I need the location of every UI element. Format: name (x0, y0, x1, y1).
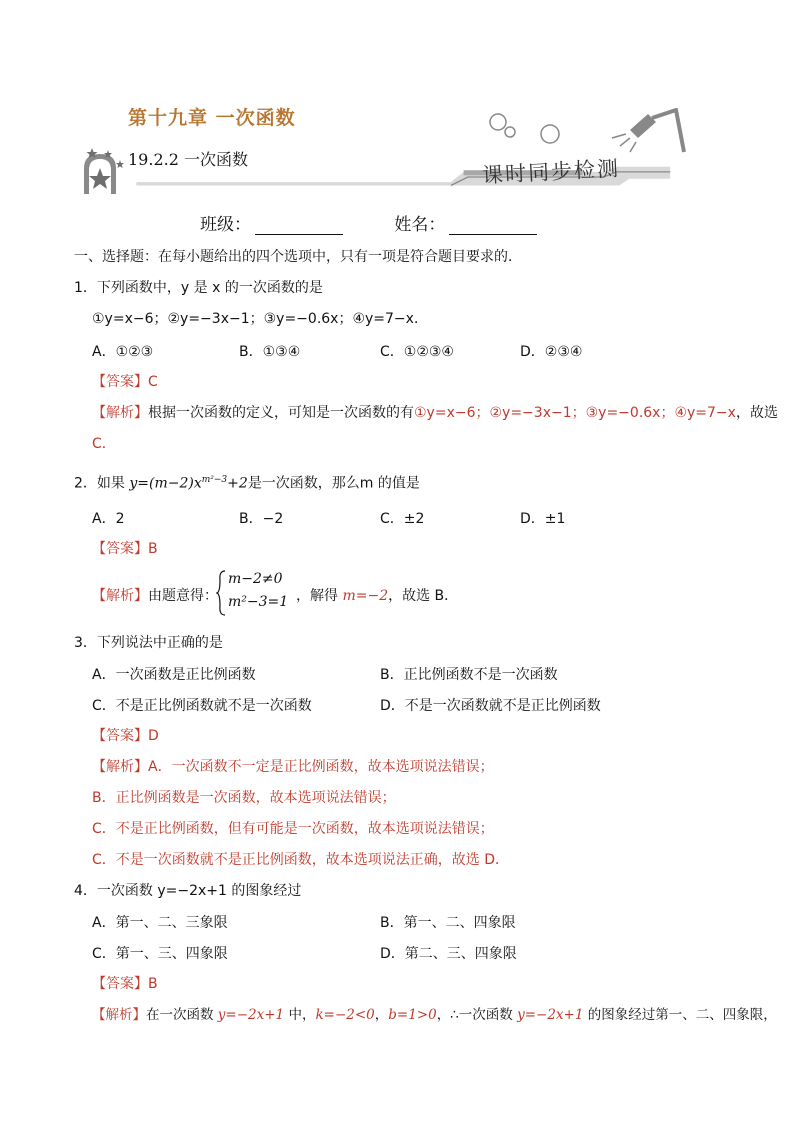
analysis-label: 【解析】 (92, 405, 148, 421)
question-1-stem: 1．下列函数中，y 是 x 的一次函数的是 (74, 280, 323, 296)
question-1-option-a: A．①②③ (92, 344, 154, 360)
section-instructions: 一、选择题：在每小题给出的四个选项中，只有一项是符合题目要求的． (74, 249, 522, 265)
question-2-option-b: B．−2 (239, 511, 284, 527)
question-4-option-a: A．第一、二、三象限 (92, 915, 228, 931)
analysis-text-2: ，故选 (735, 405, 778, 421)
equation-1: m−2≠0 (228, 571, 283, 587)
question-3-analysis-line-3: C．不是正比例函数，但有可能是一次函数，故本选项说法错误； (92, 821, 494, 837)
answer-value: D (148, 728, 159, 744)
question-3-analysis-line-2: B．正比例函数是一次函数，故本选项说法错误； (92, 790, 396, 806)
analysis-post: ，故选 B． (388, 588, 459, 604)
question-4-analysis (92, 1005, 777, 1025)
section-title: 19.2.2 一次函数 (128, 150, 248, 169)
analysis-choice: C． (92, 436, 116, 452)
analysis-text: ， (374, 1007, 389, 1023)
banner-label: 课时同步检测 (481, 156, 621, 188)
question-1-option-c: C．①②③④ (380, 344, 454, 360)
star-badge-icon (80, 148, 130, 196)
question-4-stem: 4．一次函数 y=−2x+1 的图象经过 (74, 883, 302, 899)
answer-label: 【答案】 (92, 541, 148, 557)
class-label: 班级： (200, 215, 251, 235)
analysis-formula: y=−2x+1 (517, 1007, 584, 1023)
answer-value: C (148, 374, 158, 390)
q2-formula-tail: +2 (227, 475, 248, 492)
question-1-items: ①y=x−6；②y=−3x−1；③y=−0.6x；④y=7−x． (92, 311, 428, 327)
chapter-title: 第十九章 一次函数 (128, 107, 296, 129)
question-3-analysis-line-4: C．不是一次函数就不是正比例函数，故本选项说法正确，故选 D． (92, 852, 510, 868)
question-3-analysis-line-1 (92, 757, 752, 777)
question-3-option-d: D．不是一次函数就不是正比例函数 (380, 698, 601, 714)
question-3-option-c: C．不是正比例函数就不是一次函数 (92, 698, 312, 714)
equation-2: m²−3=1 (228, 594, 289, 610)
analysis-b: b=1>0 (388, 1007, 437, 1023)
question-2-stem (74, 470, 734, 494)
q2-stem-post: 是一次函数，那么m 的值是 (247, 475, 420, 492)
question-2-answer (92, 539, 752, 559)
question-4-option-c: C．第一、三、四象限 (92, 946, 228, 962)
analysis-mid: ，解得 (296, 588, 343, 604)
analysis-text: 的图象经过第一、二、四象限， (583, 1007, 777, 1023)
question-1-answer (92, 372, 752, 392)
question-1-option-d: D．②③④ (520, 344, 583, 360)
question-4-option-b: B．第一、二、四象限 (380, 915, 516, 931)
q2-exponent: m²−3 (201, 475, 228, 485)
analysis-text: ，∴一次函数 (436, 1007, 518, 1023)
q2-formula: y=(m−2)x (129, 475, 202, 492)
analysis-formula: y=−2x+1 (217, 1007, 285, 1023)
analysis-label: 【解析】 (92, 588, 148, 604)
analysis-text: 中， (284, 1007, 316, 1023)
analysis-label: 【解析】 (92, 1007, 146, 1023)
analysis-text: 由题意得： (148, 588, 218, 604)
question-1-analysis (92, 403, 778, 423)
question-4-option-d: D．第二、三、四象限 (380, 946, 517, 962)
name-label: 姓名： (394, 215, 446, 235)
question-2-option-a: A．2 (92, 511, 125, 527)
answer-value: B (148, 976, 158, 992)
analysis-formulas: ①y=x−6；②y=−3x−1；③y=−0.6x；④y=7−x (414, 405, 736, 421)
question-3-answer (92, 726, 752, 746)
question-3-stem: 3．下列说法中正确的是 (74, 635, 223, 651)
answer-label: 【答案】 (92, 976, 148, 992)
q2-stem-pre: 2．如果 (74, 475, 125, 492)
equation-system (216, 570, 296, 616)
question-2-option-c: C．±2 (380, 511, 425, 527)
question-1-option-b: B．①③④ (239, 344, 301, 360)
question-1-analysis-cont (92, 434, 752, 454)
student-info-row (200, 210, 537, 235)
analysis-text: 在一次函数 (146, 1007, 218, 1023)
analysis-label: 【解析】 (92, 759, 148, 775)
answer-label: 【答案】 (92, 374, 148, 390)
question-4-answer (92, 974, 752, 994)
question-2-option-d: D．±1 (520, 511, 566, 527)
analysis-k: k=−2<0 (315, 1007, 375, 1023)
analysis-line: A．一次函数不一定是正比例函数，故本选项说法错误； (148, 759, 494, 775)
class-blank[interactable] (255, 217, 343, 235)
question-3-option-a: A．一次函数是正比例函数 (92, 667, 256, 683)
answer-value: B (148, 541, 158, 557)
answer-label: 【答案】 (92, 728, 148, 744)
question-3-option-b: B．正比例函数不是一次函数 (380, 667, 558, 683)
analysis-value: m=−2 (342, 588, 389, 604)
question-2-analysis-tail (296, 586, 596, 606)
analysis-text: 根据一次函数的定义，可知是一次函数的有 (148, 405, 414, 421)
brace-icon (216, 570, 226, 616)
name-blank[interactable] (449, 217, 537, 235)
